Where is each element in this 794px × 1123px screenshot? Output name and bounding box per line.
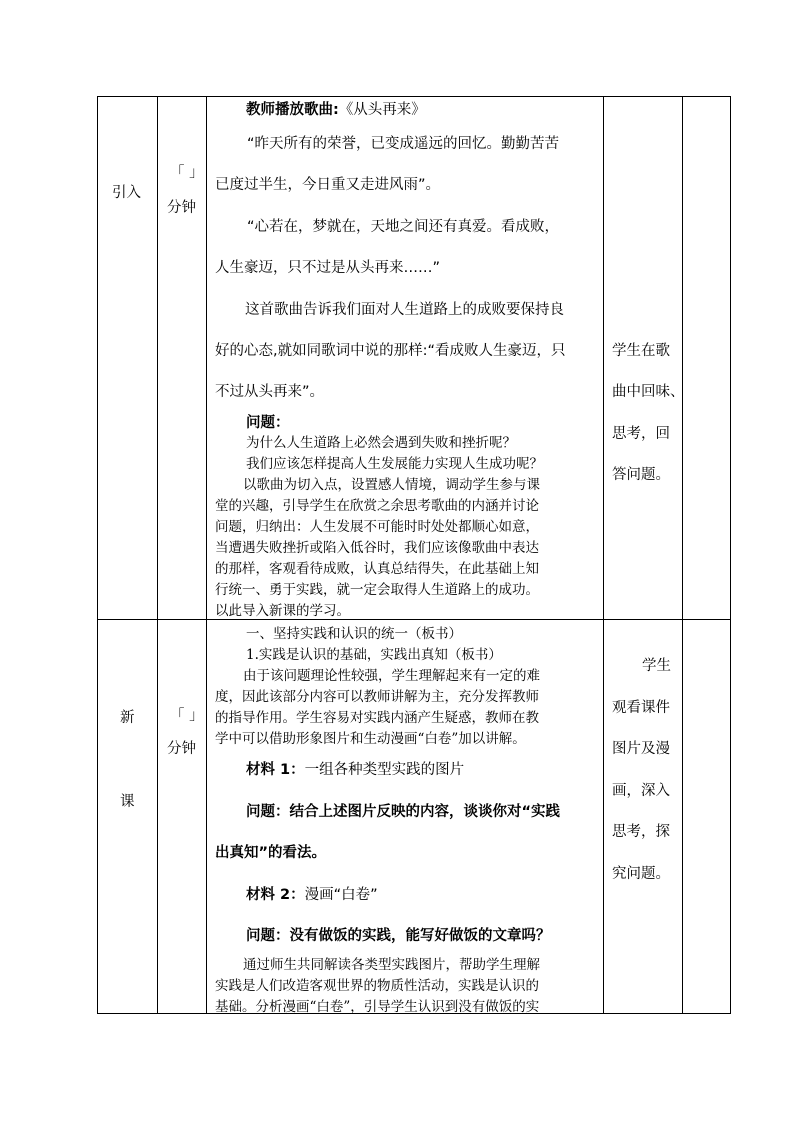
analysis-line: 实践是人们改造客观世界的物质性活动，实践是认识的: [215, 978, 539, 994]
lyric-line: “昨天所有的荣誉，已变成遥远的回忆。勤勤苦苦: [247, 136, 560, 152]
student-activity-cell: [604, 620, 683, 1014]
notes-cell: [683, 97, 731, 620]
lyric-line: 已度过半生，今日重又走进风雨”。: [215, 177, 441, 193]
table-row-intro: [98, 97, 731, 620]
material-2: 材料 2：漫画“白卷”: [246, 887, 378, 903]
section-title: 一、坚持实践和认识的统一（板书）: [246, 626, 462, 642]
question-line: 为什么人生道路上必然会遇到失败和挫折呢？: [246, 435, 516, 451]
intro-line: 由于该问题理论性较强，学生理解起来有一定的难: [243, 668, 540, 684]
time-bracket: 「 」: [170, 165, 204, 181]
activity-line: 究问题。: [612, 866, 670, 882]
summary-line: 堂的兴趣，引导学生在欣赏之余思考歌曲的内涵并讨论: [215, 498, 539, 514]
time-cell: [158, 620, 207, 1014]
time-unit: 分钟: [167, 741, 196, 757]
summary-line: 问题，归纳出：人生发展不可能时时处处都顺心如意，: [215, 519, 539, 535]
intro-title: 教师播放歌曲:《从头再来》: [246, 102, 426, 118]
notes-cell: [683, 620, 731, 1014]
summary-line: 行统一、勇于实践，就一定会取得人生道路上的成功。: [215, 582, 539, 598]
stage-label: 课: [120, 794, 135, 810]
stage-cell: [98, 97, 158, 620]
summary-line: 以此导入新课的学习。: [215, 603, 350, 619]
intro-line: 的指导作用。学生容易对实践内涵产生疑惑，教师在教: [215, 710, 539, 726]
subsection-title: 1.实践是认识的基础，实践出真知（板书）: [246, 647, 502, 663]
material-1: 材料 1：一组各种类型实践的图片: [246, 762, 465, 778]
activity-line: 图片及漫: [612, 741, 670, 757]
stage-label: 引入: [112, 185, 141, 201]
content-cell: [207, 97, 604, 620]
activity-line: 思考，回: [612, 426, 670, 442]
time-bracket: 「 」: [170, 708, 204, 724]
stage-cell: [98, 620, 158, 1014]
table-row-new-lesson: [98, 620, 731, 1014]
analysis-line: 通过师生共同解读各类型实践图片，帮助学生理解: [243, 957, 540, 973]
time-unit: 分钟: [167, 200, 196, 216]
student-activity-cell: [604, 97, 683, 620]
summary-line: 当遭遇失败挫折或陷入低谷时，我们应该像歌曲中表达: [215, 540, 539, 556]
activity-line: 学生: [642, 658, 671, 674]
question-line: 出真知”的看法。: [215, 845, 327, 861]
question-line: 问题：结合上述图片反映的内容，谈谈你对“实践: [246, 804, 561, 820]
paragraph-line: 这首歌曲告诉我们面对人生道路上的成败要保持良: [245, 302, 564, 318]
question-label: 问题：: [246, 415, 290, 431]
activity-line: 思考，探: [612, 824, 670, 840]
question-line: 我们应该怎样提高人生发展能力实现人生成功呢？: [246, 456, 543, 472]
stage-label: 新: [120, 710, 135, 726]
summary-line: 以歌曲为切入点，设置感人情境，调动学生参与课: [243, 477, 540, 493]
activity-line: 曲中回味、: [612, 384, 685, 400]
activity-line: 画，深入: [612, 783, 670, 799]
intro-line: 学中可以借助形象图片和生动漫画“白卷”加以讲解。: [215, 731, 526, 747]
lesson-plan-table: [97, 96, 731, 1014]
activity-line: 学生在歌: [612, 343, 670, 359]
analysis-line: 基础。分析漫画“白卷”，引导学生认识到没有做饭的实: [215, 999, 540, 1015]
lyric-line: “心若在，梦就在，天地之间还有真爱。看成败，: [247, 219, 560, 235]
content-cell: [207, 620, 604, 1014]
activity-line: 答问题。: [612, 467, 670, 483]
intro-line: 度，因此该部分内容可以教师讲解为主，充分发挥教师: [215, 689, 539, 705]
summary-line: 的那样，客观看待成败，认真总结得失，在此基础上知: [215, 561, 539, 577]
paragraph-line: 好的心态,就如同歌词中说的那样:“看成败人生豪迈，只: [215, 343, 566, 359]
lyric-line: 人生豪迈，只不过是从头再来……”: [215, 260, 441, 276]
time-cell: [158, 97, 207, 620]
question-line: 问题：没有做饭的实践，能写好做饭的文章吗？: [246, 928, 551, 944]
paragraph-line: 不过从头再来”。: [215, 384, 325, 400]
activity-line: 观看课件: [612, 700, 670, 716]
